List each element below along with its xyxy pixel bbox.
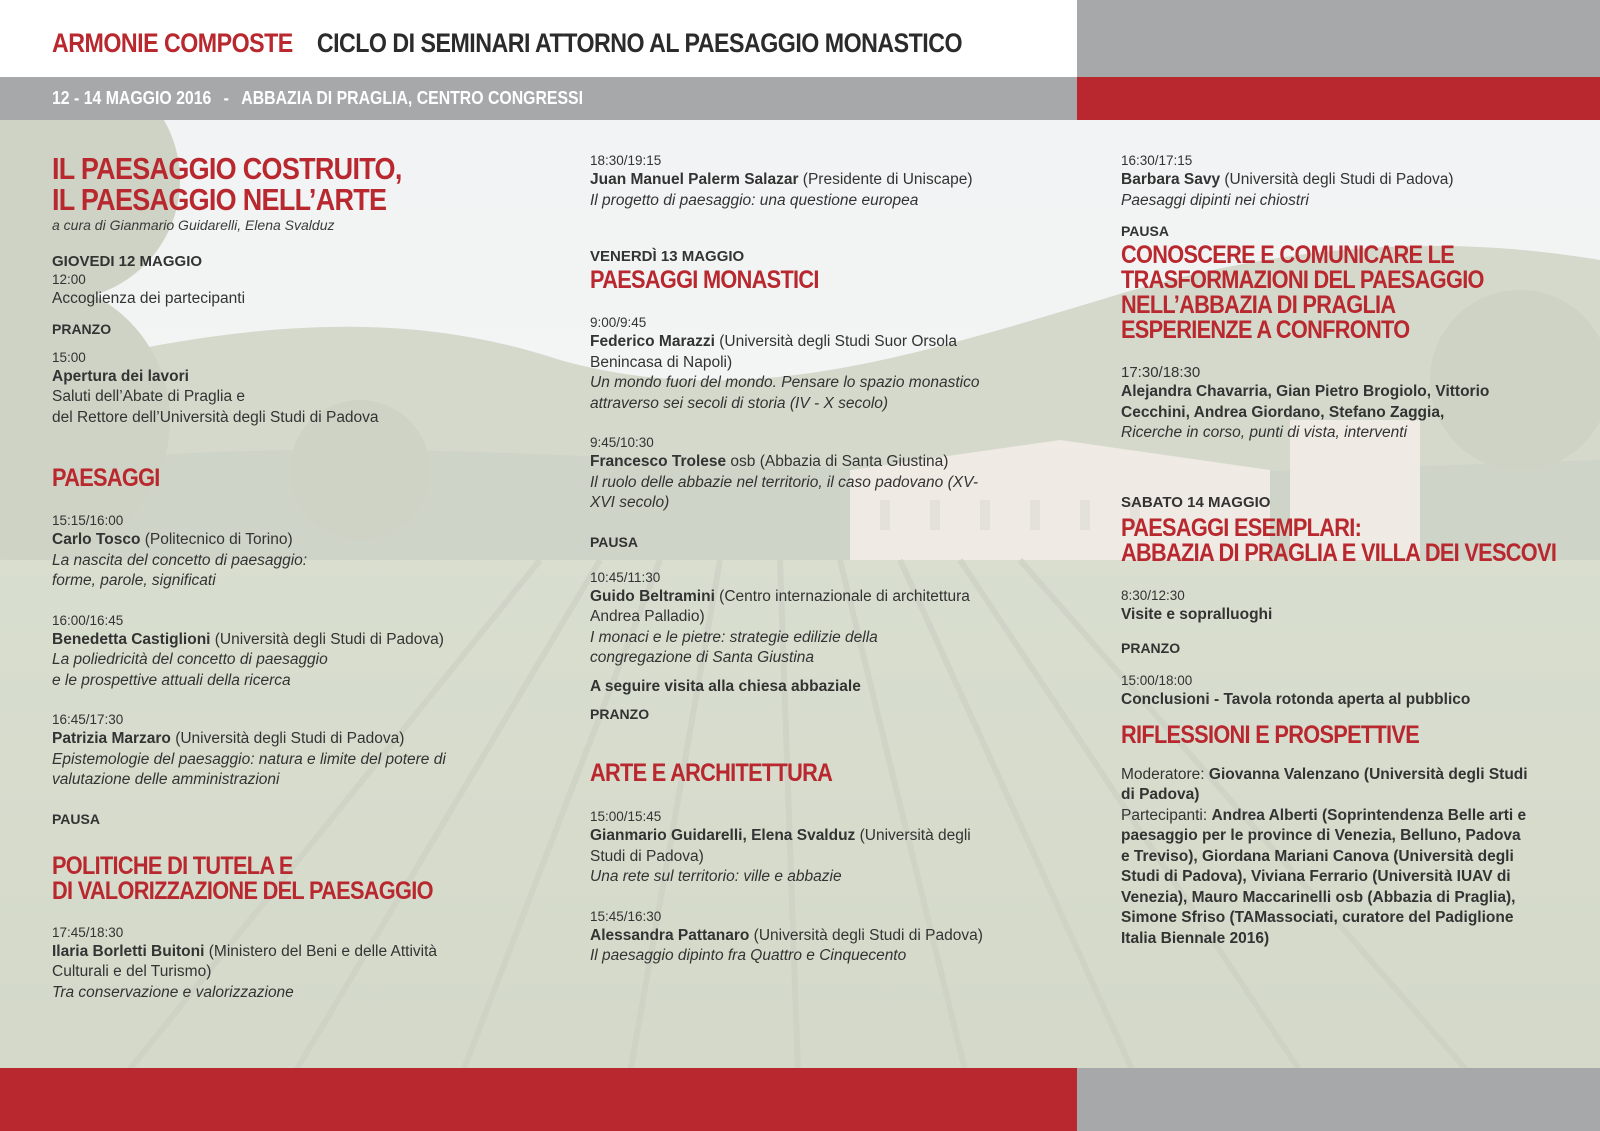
speaker-affiliation-cont: Benincasa di Napoli) (590, 353, 733, 371)
participants-line (1121, 806, 1561, 827)
opening-line-2: del Rettore dell’Università degli Studi di Padova (52, 408, 379, 426)
talk-time: 15:45/16:30 (590, 908, 662, 924)
section-heading-conoscere-line-3: NELL’ABBAZIA DI PRAGLIA (1121, 291, 1396, 319)
day-heading-friday: VENERDÌ 13 MAGGIO (590, 248, 745, 265)
moderator-name-cont: di Padova) (1121, 786, 1200, 803)
talk-time: 10:45/11:30 (590, 569, 661, 585)
date-venue-line (52, 88, 583, 109)
talk-speaker-line (590, 332, 1020, 353)
talk-title: attraverso sei secoli di storia (IV - X secolo) (590, 394, 889, 412)
talk-time: 16:30/17:15 (1121, 153, 1193, 168)
participants-names: e Treviso), Giordana Mariani Canova (Università degli (1121, 847, 1514, 865)
participants-names: Andrea Alberti (Soprintendenza Belle arti e (1211, 806, 1527, 824)
footer-gray-band (1077, 1068, 1600, 1131)
speaker-affiliation-cont: Studi di Padova) (590, 847, 704, 865)
talk-speaker-line (52, 630, 492, 651)
section-heading-conoscere-line-2: TRASFORMAZIONI DEL PAESAGGIO (1121, 266, 1484, 294)
section-heading-arte-architettura: ARTE E ARCHITETTURA (590, 759, 833, 787)
speaker-affiliation: (Politecnico di Torino) (140, 531, 293, 548)
talk-speaker-line (590, 926, 1020, 947)
talk-title: congregazione di Santa Giustina (590, 649, 815, 666)
session-time: 15:00 (52, 349, 86, 365)
section-heading-conoscere-line-4: ESPERIENZE A CONFRONTO (1121, 316, 1410, 344)
moderator-name: Giovanna Valenzano (Università degli Studi (1208, 765, 1528, 783)
speaker-affiliation-cont: Andrea Palladio) (590, 608, 705, 625)
opening-line-1: Saluti dell’Abate di Praglia e (52, 388, 246, 405)
talk-speaker-line (52, 530, 492, 551)
program-column-3 (1121, 150, 1561, 949)
church-visit-note: A seguire visita alla chiesa abbaziale (590, 677, 861, 695)
series-title: ARMONIE COMPOSTE (52, 28, 293, 58)
speaker-name: Alessandra Pattanaro (590, 926, 750, 944)
session-time: 15:00/18:00 (1121, 673, 1193, 688)
talk-title: Il progetto di paesaggio: una questione europea (590, 191, 919, 209)
talk-speaker-line (52, 942, 492, 963)
pause-break: PAUSA (590, 533, 638, 550)
event-dates: 12 - 14 MAGGIO 2016 (52, 88, 212, 108)
talk-title: La nascita del concetto di paesaggio: (52, 551, 308, 569)
pause-break: PAUSA (1121, 223, 1169, 239)
talk-speaker-line (590, 826, 1020, 847)
participants-label: Partecipanti: (1121, 806, 1212, 824)
speaker-affiliation: (Presidente di Uniscape) (798, 171, 973, 188)
talk-speaker-line (590, 452, 1020, 473)
talk-time: 16:45/17:30 (52, 712, 124, 727)
section-heading-riflessioni: RIFLESSIONI E PROSPETTIVE (1121, 720, 1420, 749)
lunch-break: PRANZO (590, 706, 650, 722)
talk-time: 9:45/10:30 (590, 435, 654, 450)
speaker-name: Francesco Trolese (590, 453, 727, 470)
speaker-name: Carlo Tosco (52, 531, 141, 548)
main-title-line-2: IL PAESAGGIO NELL’ARTE (52, 182, 387, 217)
speaker-affiliation: (Università degli Studi Suor Orsola (714, 333, 957, 350)
round-table-text: Conclusioni - Tavola rotonda aperta al pubblico (1121, 691, 1471, 708)
talk-title: Il paesaggio dipinto fra Quattro e Cinquecento (590, 947, 907, 964)
speaker-affiliation: (Università degli Studi di Padova) (170, 730, 405, 747)
talk-title: La poliedricità del concetto di paesaggio (52, 651, 328, 668)
talk-title: Un mondo fuori del mondo. Pensare lo spazio monastico (590, 374, 980, 391)
talk-time: 16:00/16:45 (52, 612, 124, 628)
talk-speaker-line (590, 587, 1020, 608)
talk-speaker-line (52, 729, 492, 750)
event-venue: ABBAZIA DI PRAGLIA, CENTRO CONGRESSI (241, 88, 584, 108)
speaker-name: Juan Manuel Palerm Salazar (590, 171, 799, 188)
talk-time: 18:30/19:15 (590, 153, 662, 168)
speaker-name: Gianmario Guidarelli, Elena Svalduz (590, 827, 856, 844)
talk-time: 9:00/9:45 (590, 315, 647, 330)
section-heading-politiche-line-2: DI VALORIZZAZIONE DEL PAESAGGIO (52, 876, 433, 905)
talk-title: valutazione delle amministrazioni (52, 771, 280, 788)
talk-title: XVI secolo) (590, 494, 670, 511)
section-heading-paesaggi: PAESAGGI (52, 464, 160, 492)
talk-time: 15:00/15:45 (590, 809, 662, 824)
section-heading-esemplari-line-1: PAESAGGI ESEMPLARI: (1121, 513, 1362, 542)
header-gray-block (1077, 0, 1600, 77)
session-time: 12:00 (52, 272, 86, 287)
page-title (52, 28, 962, 59)
date-band-red-block (1077, 77, 1600, 120)
speaker-affiliation: (Università degli Studi di Padova) (210, 630, 444, 648)
speaker-affiliation: osb (Abbazia di Santa Giustina) (726, 453, 949, 470)
curator-credit: a cura di Gianmario Guidarelli, Elena Svalduz (52, 217, 335, 233)
speaker-affiliation-cont: Culturali e del Turismo) (52, 963, 212, 980)
session-time: 8:30/12:30 (1121, 587, 1185, 603)
section-heading-paesaggi-monastici: PAESAGGI MONASTICI (590, 266, 819, 294)
moderator-line (1121, 765, 1561, 786)
program-column-2 (590, 150, 1020, 967)
lunch-break: PRANZO (1121, 640, 1181, 656)
lunch-break: PRANZO (52, 320, 112, 337)
participants-names: paesaggio per le province di Venezia, Belluno, Padova (1121, 827, 1521, 844)
talk-time: 17:45/18:30 (52, 924, 124, 940)
talk-title: e le prospettive attuali della ricerca (52, 671, 291, 689)
speaker-names: Cecchini, Andrea Giordano, Stefano Zaggia, (1121, 403, 1445, 421)
day-heading-thursday: GIOVEDI 12 MAGGIO (52, 253, 203, 270)
talk-title: Il ruolo delle abbazie nel territorio, il caso padovano (XV- (590, 473, 978, 491)
speaker-names: Alejandra Chavarria, Gian Pietro Brogiolo, Vittorio (1121, 383, 1490, 400)
talk-title: I monaci e le pietre: strategie edilizie della (590, 628, 878, 646)
participants-names: Simone Sfriso (TAMassociati, curatore del Padiglione (1121, 909, 1514, 926)
series-subtitle: CICLO DI SEMINARI ATTORNO AL PAESAGGIO MONASTICO (316, 28, 963, 58)
speaker-affiliation: (Ministero del Beni e delle Attività (204, 942, 438, 960)
talk-title: Paesaggi dipinti nei chiostri (1121, 191, 1309, 209)
talk-time: 15:15/16:00 (52, 513, 124, 528)
speaker-affiliation: (Università degli Studi di Padova) (749, 926, 983, 944)
section-heading-esemplari-line-2: ABBAZIA DI PRAGLIA E VILLA DEI VESCOVI (1121, 538, 1557, 567)
session-text: Accoglienza dei partecipanti (52, 290, 246, 307)
talk-title: Ricerche in corso, punti di vista, interventi (1121, 424, 1408, 441)
talk-title: Una rete sul territorio: ville e abbazie (590, 868, 842, 885)
talk-title: forme, parole, significati (52, 572, 216, 589)
section-heading-politiche-line-1: POLITICHE DI TUTELA E (52, 851, 293, 880)
speaker-name: Benedetta Castiglioni (52, 630, 211, 648)
participants-names: Studi di Padova), Viviana Ferrario (Università IUAV di (1121, 868, 1511, 885)
site-visit-text: Visite e sopralluoghi (1121, 605, 1273, 623)
moderator-label: Moderatore: (1121, 765, 1209, 783)
speaker-name: Ilaria Borletti Buitoni (52, 942, 205, 960)
speaker-name: Federico Marazzi (590, 333, 715, 350)
participants-names: Venezia), Mauro Maccarinelli osb (Abbazia di Praglia), (1121, 888, 1516, 906)
speaker-name: Patrizia Marzaro (52, 730, 171, 747)
talk-speaker-line (1121, 170, 1561, 191)
speaker-affiliation: (Università degli Studi di Padova) (1220, 171, 1454, 188)
footer-red-band (0, 1068, 1077, 1131)
talk-speaker-line (590, 170, 1020, 191)
main-title-line-1: IL PAESAGGIO COSTRUITO, (52, 151, 402, 186)
speaker-name: Guido Beltramini (590, 587, 715, 605)
day-heading-saturday: SABATO 14 MAGGIO (1121, 493, 1271, 511)
speaker-affiliation: (Centro internazionale di architettura (714, 587, 970, 605)
talk-time: 17:30/18:30 (1121, 364, 1201, 381)
participants-names: Italia Biennale 2016) (1121, 929, 1270, 947)
date-separator: - (223, 88, 229, 108)
speaker-name: Barbara Savy (1121, 171, 1221, 188)
opening-title: Apertura dei lavori (52, 367, 189, 385)
program-column-1 (52, 150, 492, 1003)
speaker-affiliation: (Università degli (855, 827, 971, 844)
talk-title: Tra conservazione e valorizzazione (52, 983, 294, 1001)
pause-break: PAUSA (52, 810, 100, 827)
talk-title: Epistemologie del paesaggio: natura e limite del potere di (52, 750, 446, 768)
section-heading-conoscere-line-1: CONOSCERE E COMUNICARE LE (1121, 241, 1455, 269)
